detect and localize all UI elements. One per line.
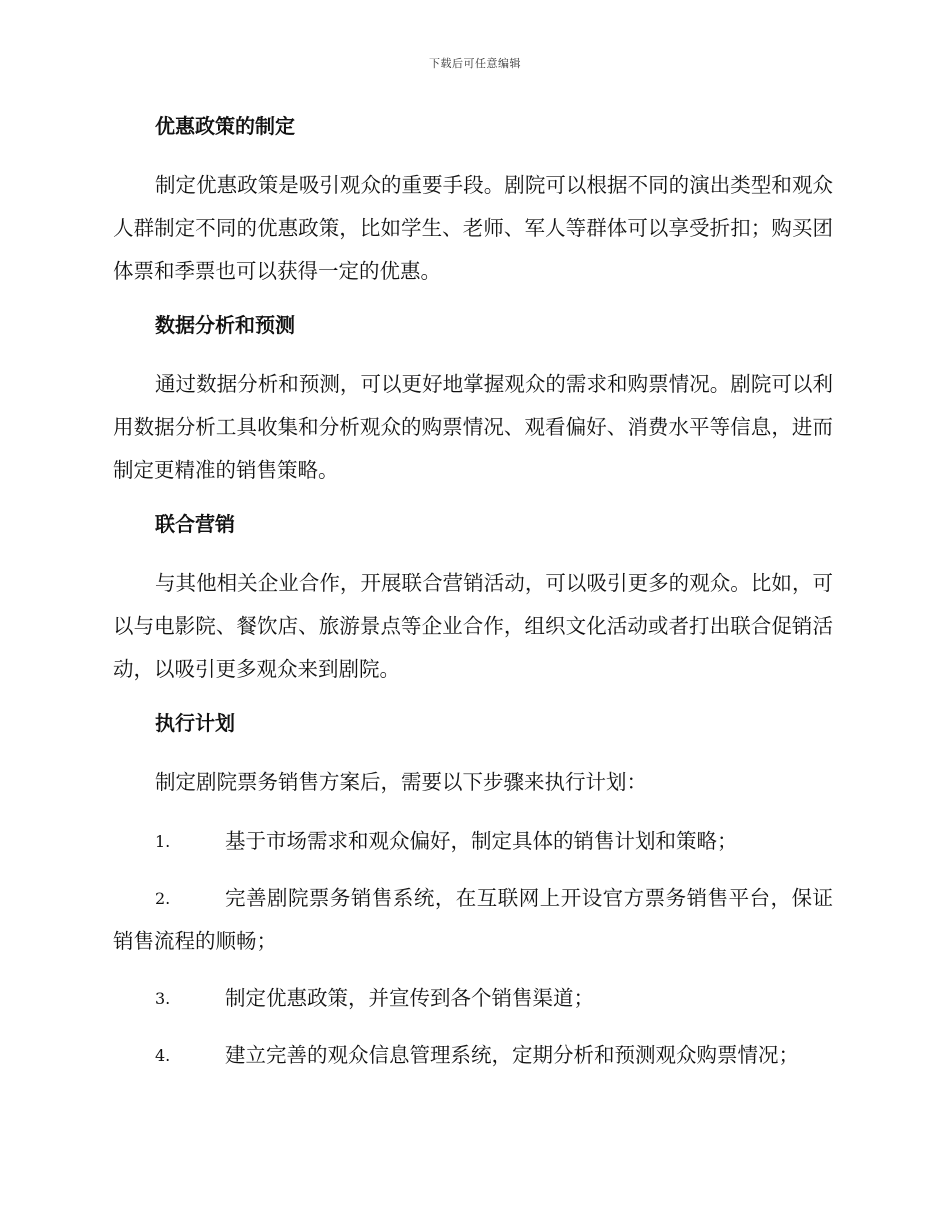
list-item-text: 制定优惠政策，并宣传到各个销售渠道；	[225, 986, 594, 1010]
list-item-number: 1.	[155, 832, 171, 851]
list-item-text: 完善剧院票务销售系统，在互联网上开设官方票务销售平台，保证销售流程的顺畅；	[113, 886, 833, 953]
list-item-number: 3.	[155, 989, 171, 1008]
list-item	[113, 820, 833, 863]
list-item	[113, 1034, 833, 1077]
section-paragraph-data-analysis: 通过数据分析和预测，可以更好地掌握观众的需求和购票情况。剧院可以利用数据分析工具收集和分析观众的购票情况、观看偏好、消费水平等信息，进而制定更精准的销售策略。	[113, 372, 833, 482]
list-item	[113, 877, 833, 963]
list-item	[113, 977, 833, 1020]
section-paragraph-execution-plan: 制定剧院票务销售方案后，需要以下步骤来执行计划：	[155, 770, 647, 794]
document-body	[113, 110, 833, 1091]
list-item-number: 4.	[155, 1046, 171, 1065]
list-item-text: 建立完善的观众信息管理系统，定期分析和预测观众购票情况；	[225, 1043, 799, 1067]
page-header: 下载后可任意编辑	[429, 57, 521, 70]
section-paragraph-discount-policy: 制定优惠政策是吸引观众的重要手段。剧院可以根据不同的演出类型和观众人群制定不同的优惠政策，比如学生、老师、军人等群体可以享受折扣；购买团体票和季票也可以获得一定的优惠。	[113, 173, 833, 283]
list-item-text: 基于市场需求和观众偏好，制定具体的销售计划和策略；	[225, 829, 738, 853]
section-paragraph-joint-marketing: 与其他相关企业合作，开展联合营销活动，可以吸引更多的观众。比如，可以与电影院、餐饮店、旅游景点等企业合作，组织文化活动或者打出联合促销活动，以吸引更多观众来到剧院。	[113, 571, 833, 681]
section-heading-discount-policy: 优惠政策的制定	[155, 114, 295, 138]
section-heading-execution-plan: 执行计划	[155, 711, 235, 735]
section-heading-data-analysis: 数据分析和预测	[155, 313, 295, 337]
list-item-number: 2.	[155, 889, 171, 908]
section-heading-joint-marketing: 联合营销	[155, 512, 235, 536]
